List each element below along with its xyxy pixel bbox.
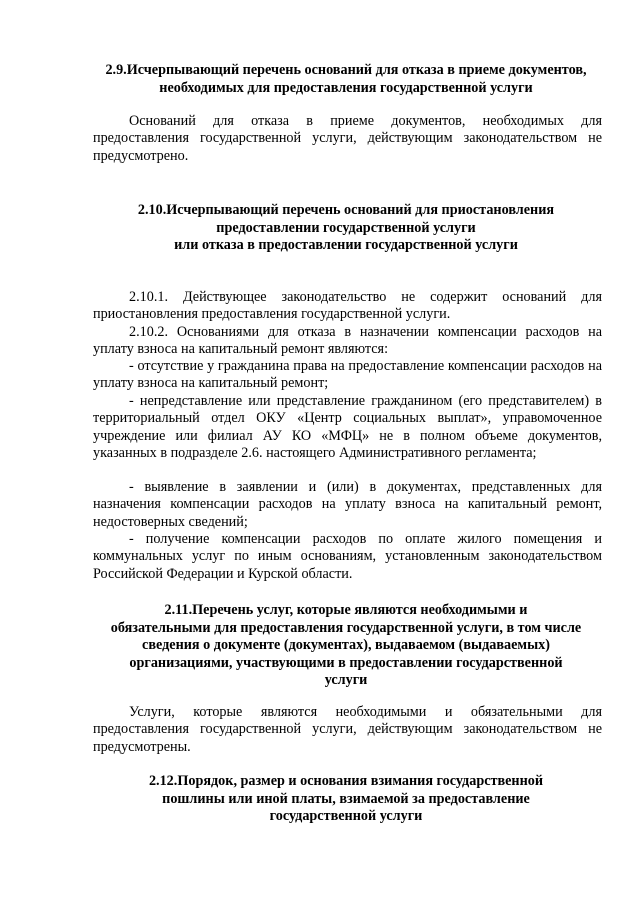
- section-2-11-heading-line-3: сведения о документе (документах), выдаваемом (выдаваемых): [142, 637, 550, 653]
- section-2-12-heading: [90, 773, 602, 826]
- refusal-reason-2: - непредставление или представление гражданином (его представителем) в территориальный отдел ОКУ «Центр социальных выплат», управомоченное учреждение или филиал АУ КО «МФЦ» не в полном объеме документов, указанных в подразделе 2.6. настоящего Административного регламента;: [93, 393, 602, 462]
- section-2-12-heading-line-3: государственной услуги: [269, 808, 423, 824]
- section-2-11-paragraph: Услуги, которые являются необходимыми и обязательными для предоставления государственной услуги, действующим законодательством не предусмотрены.: [93, 704, 602, 755]
- section-2-12-heading-line-1: 2.12.Порядок, размер и основания взимания государственной: [148, 773, 544, 789]
- section-2-12-heading-line-2: пошлины или иной платы, взимаемой за предоставление: [162, 790, 530, 807]
- section-2-10-heading: [90, 202, 602, 255]
- section-2-11-heading-line-5: услуги: [324, 672, 368, 688]
- section-2-10-heading-line-3: или отказа в предоставлении государственной услуги: [174, 237, 518, 253]
- section-2-10-1-paragraph: 2.10.1. Действующее законодательство не содержит оснований для приостановления предоставления государственной услуги.: [93, 289, 602, 323]
- section-2-11-heading: [90, 602, 602, 690]
- section-2-9-heading: 2.9.Исчерпывающий перечень оснований для отказа в приеме документов, необходимых для предоставления государственной услуги: [105, 62, 587, 96]
- refusal-reason-4: - получение компенсации расходов по оплате жилого помещения и коммунальных услуг по иным основаниям, установленным законодательством Российской Федерации и Курской области.: [93, 531, 602, 582]
- section-2-10-2-paragraph: 2.10.2. Основаниями для отказа в назначении компенсации расходов на уплату взноса на капитальный ремонт являются:: [93, 324, 602, 358]
- section-2-10-heading-line-2: предоставлении государственной услуги: [216, 219, 476, 236]
- section-2-9-paragraph: Оснований для отказа в приеме документов, необходимых для предоставления государственной услуги, действующим законодательством не предусмотрено.: [93, 113, 602, 164]
- refusal-reason-1: - отсутствие у гражданина права на предоставление компенсации расходов на уплату взноса на капитальный ремонт;: [93, 358, 602, 392]
- refusal-reason-3: - выявление в заявлении и (или) в документах, представленных для назначения компенсации расходов на уплату взноса на капитальный ремонт, недостоверных сведений;: [93, 479, 602, 530]
- section-2-10-heading-line-1: 2.10.Исчерпывающий перечень оснований для приостановления: [137, 202, 555, 218]
- section-2-11-heading-line-2: обязательными для предоставления государственной услуги, в том числе: [110, 619, 582, 636]
- section-2-11-heading-line-1: 2.11.Перечень услуг, которые являются необходимыми и: [164, 602, 528, 618]
- section-2-11-heading-line-4: организациями, участвующими в предоставлении государственной: [129, 654, 563, 671]
